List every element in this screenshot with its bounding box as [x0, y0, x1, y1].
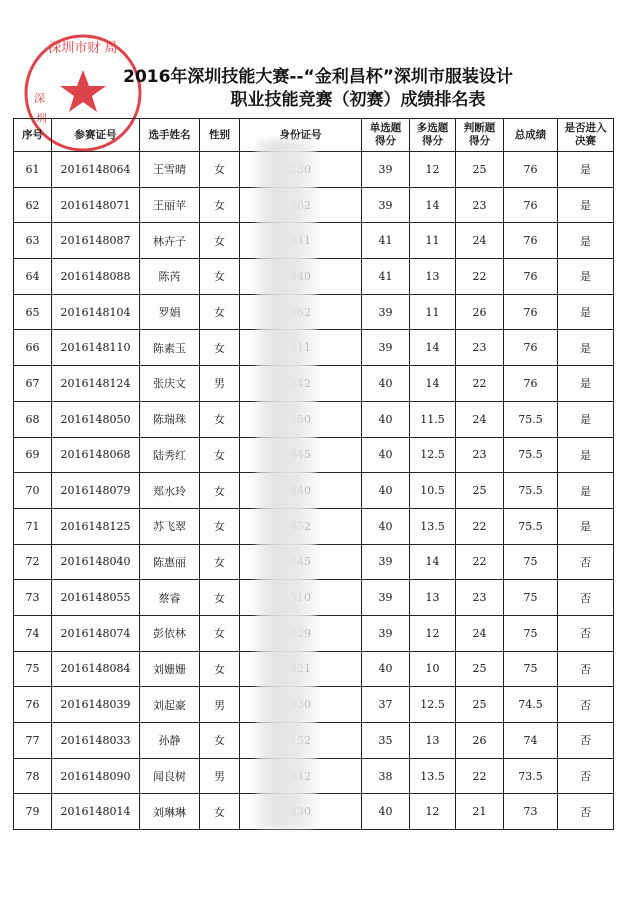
cell-total-score: 76	[504, 294, 558, 330]
cell-multi-choice-score: 13	[410, 580, 456, 616]
cell-seq: 65	[14, 294, 52, 330]
svg-text:深: 深	[34, 92, 45, 105]
cell-ticket-number: 2016148125	[52, 508, 140, 544]
cell-seq: 77	[14, 723, 52, 759]
cell-seq: 61	[14, 152, 52, 188]
cell-multi-choice-score: 11	[410, 294, 456, 330]
header-contestant-name: 选手姓名	[140, 119, 200, 152]
cell-total-score: 73.5	[504, 758, 558, 794]
cell-advance-to-final: 否	[558, 544, 614, 580]
cell-gender: 女	[200, 508, 240, 544]
cell-advance-to-final: 否	[558, 651, 614, 687]
cell-single-choice-score: 39	[362, 187, 410, 223]
cell-gender: 女	[200, 187, 240, 223]
cell-seq: 73	[14, 580, 52, 616]
cell-multi-choice-score: 12	[410, 794, 456, 830]
cell-total-score: 75.5	[504, 437, 558, 473]
header-judge-line2: 得分	[469, 135, 490, 147]
document-title-line-1: 2016年深圳技能大赛--“金利昌杯”深圳市服装设计	[123, 67, 513, 87]
cell-single-choice-score: 39	[362, 330, 410, 366]
cell-ticket-number: 2016148071	[52, 187, 140, 223]
cell-multi-choice-score: 12	[410, 152, 456, 188]
cell-single-choice-score: 39	[362, 544, 410, 580]
cell-total-score: 73	[504, 794, 558, 830]
cell-single-choice-score: 40	[362, 401, 410, 437]
cell-true-false-score: 23	[456, 437, 504, 473]
cell-advance-to-final: 否	[558, 723, 614, 759]
cell-multi-choice-score: 13	[410, 259, 456, 295]
cell-true-false-score: 24	[456, 615, 504, 651]
header-true-false	[456, 119, 504, 152]
header-advance-line1: 是否进入	[564, 122, 607, 134]
cell-true-false-score: 22	[456, 259, 504, 295]
cell-seq: 63	[14, 223, 52, 259]
cell-multi-choice-score: 14	[410, 544, 456, 580]
cell-seq: 75	[14, 651, 52, 687]
cell-ticket-number: 2016148064	[52, 152, 140, 188]
cell-ticket-number: 2016148074	[52, 615, 140, 651]
cell-contestant-name: 孙静	[140, 723, 200, 759]
cell-true-false-score: 25	[456, 651, 504, 687]
cell-gender: 女	[200, 223, 240, 259]
cell-contestant-name: 闻良树	[140, 758, 200, 794]
cell-ticket-number: 2016148084	[52, 651, 140, 687]
cell-gender: 女	[200, 651, 240, 687]
cell-true-false-score: 23	[456, 330, 504, 366]
cell-single-choice-score: 38	[362, 758, 410, 794]
cell-advance-to-final: 否	[558, 758, 614, 794]
cell-total-score: 76	[504, 259, 558, 295]
cell-seq: 79	[14, 794, 52, 830]
cell-total-score: 76	[504, 330, 558, 366]
cell-true-false-score: 22	[456, 544, 504, 580]
cell-contestant-name: 陆秀红	[140, 437, 200, 473]
cell-contestant-name: 刘琳琳	[140, 794, 200, 830]
cell-gender: 女	[200, 723, 240, 759]
cell-gender: 女	[200, 294, 240, 330]
cell-multi-choice-score: 14	[410, 366, 456, 402]
header-single-line2: 得分	[375, 135, 396, 147]
cell-multi-choice-score: 12.5	[410, 687, 456, 723]
cell-single-choice-score: 40	[362, 473, 410, 509]
header-multi-line1: 多选题	[416, 122, 449, 134]
cell-true-false-score: 24	[456, 401, 504, 437]
cell-single-choice-score: 39	[362, 152, 410, 188]
cell-advance-to-final: 是	[558, 508, 614, 544]
cell-true-false-score: 21	[456, 794, 504, 830]
cell-ticket-number: 2016148033	[52, 723, 140, 759]
cell-multi-choice-score: 11.5	[410, 401, 456, 437]
cell-true-false-score: 26	[456, 294, 504, 330]
header-single-choice	[362, 119, 410, 152]
cell-gender: 女	[200, 473, 240, 509]
cell-ticket-number: 2016148088	[52, 259, 140, 295]
cell-gender: 女	[200, 330, 240, 366]
cell-multi-choice-score: 10.5	[410, 473, 456, 509]
cell-seq: 64	[14, 259, 52, 295]
cell-seq: 76	[14, 687, 52, 723]
cell-true-false-score: 22	[456, 366, 504, 402]
header-ticket-number: 参赛证号	[52, 119, 140, 152]
cell-total-score: 74	[504, 723, 558, 759]
cell-true-false-score: 25	[456, 687, 504, 723]
cell-advance-to-final: 否	[558, 580, 614, 616]
cell-ticket-number: 2016148050	[52, 401, 140, 437]
cell-multi-choice-score: 14	[410, 330, 456, 366]
cell-advance-to-final: 是	[558, 187, 614, 223]
cell-multi-choice-score: 13.5	[410, 508, 456, 544]
cell-true-false-score: 23	[456, 187, 504, 223]
cell-single-choice-score: 40	[362, 437, 410, 473]
cell-single-choice-score: 40	[362, 794, 410, 830]
cell-seq: 66	[14, 330, 52, 366]
header-total-score: 总成绩	[504, 119, 558, 152]
svg-text:圳: 圳	[36, 112, 47, 125]
cell-contestant-name: 苏飞翠	[140, 508, 200, 544]
cell-single-choice-score: 40	[362, 651, 410, 687]
cell-gender: 女	[200, 152, 240, 188]
cell-total-score: 75.5	[504, 508, 558, 544]
cell-gender: 女	[200, 544, 240, 580]
cell-gender: 女	[200, 615, 240, 651]
cell-true-false-score: 23	[456, 580, 504, 616]
cell-multi-choice-score: 13.5	[410, 758, 456, 794]
cell-true-false-score: 25	[456, 152, 504, 188]
cell-advance-to-final: 否	[558, 687, 614, 723]
cell-total-score: 76	[504, 187, 558, 223]
cell-contestant-name: 蔡睿	[140, 580, 200, 616]
cell-advance-to-final: 是	[558, 401, 614, 437]
cell-seq: 78	[14, 758, 52, 794]
header-multi-choice	[410, 119, 456, 152]
cell-true-false-score: 26	[456, 723, 504, 759]
cell-gender: 女	[200, 401, 240, 437]
cell-ticket-number: 2016148079	[52, 473, 140, 509]
cell-single-choice-score: 40	[362, 366, 410, 402]
cell-total-score: 75.5	[504, 401, 558, 437]
cell-ticket-number: 2016148090	[52, 758, 140, 794]
cell-ticket-number: 2016148055	[52, 580, 140, 616]
cell-ticket-number: 2016148124	[52, 366, 140, 402]
cell-multi-choice-score: 14	[410, 187, 456, 223]
cell-advance-to-final: 是	[558, 259, 614, 295]
cell-advance-to-final: 是	[558, 437, 614, 473]
cell-advance-to-final: 是	[558, 152, 614, 188]
cell-gender: 女	[200, 580, 240, 616]
cell-seq: 70	[14, 473, 52, 509]
cell-single-choice-score: 40	[362, 508, 410, 544]
cell-ticket-number: 2016148104	[52, 294, 140, 330]
cell-single-choice-score: 39	[362, 294, 410, 330]
cell-contestant-name: 陈瑞珠	[140, 401, 200, 437]
cell-ticket-number: 2016148039	[52, 687, 140, 723]
cell-seq: 67	[14, 366, 52, 402]
cell-total-score: 76	[504, 223, 558, 259]
cell-multi-choice-score: 13	[410, 723, 456, 759]
cell-ticket-number: 2016148014	[52, 794, 140, 830]
cell-total-score: 75.5	[504, 473, 558, 509]
cell-single-choice-score: 35	[362, 723, 410, 759]
cell-seq: 69	[14, 437, 52, 473]
cell-contestant-name: 罗娟	[140, 294, 200, 330]
cell-gender: 女	[200, 259, 240, 295]
header-advance-line2: 决赛	[575, 135, 596, 147]
cell-gender: 女	[200, 437, 240, 473]
document-title-line-2: 职业技能竞赛（初赛）成绩排名表	[230, 90, 486, 110]
cell-multi-choice-score: 10	[410, 651, 456, 687]
cell-advance-to-final: 是	[558, 223, 614, 259]
cell-ticket-number: 2016148040	[52, 544, 140, 580]
cell-advance-to-final: 否	[558, 794, 614, 830]
cell-gender: 女	[200, 794, 240, 830]
cell-total-score: 75	[504, 651, 558, 687]
header-seq: 序号	[14, 119, 52, 152]
cell-advance-to-final: 否	[558, 615, 614, 651]
cell-ticket-number: 2016148068	[52, 437, 140, 473]
cell-ticket-number: 2016148110	[52, 330, 140, 366]
cell-contestant-name: 陈惠丽	[140, 544, 200, 580]
cell-single-choice-score: 39	[362, 615, 410, 651]
cell-seq: 68	[14, 401, 52, 437]
cell-true-false-score: 25	[456, 473, 504, 509]
cell-contestant-name: 陈素玉	[140, 330, 200, 366]
cell-ticket-number: 2016148087	[52, 223, 140, 259]
header-multi-line2: 得分	[422, 135, 443, 147]
header-advance-to-final	[558, 119, 614, 152]
cell-seq: 71	[14, 508, 52, 544]
cell-contestant-name: 陈芮	[140, 259, 200, 295]
cell-contestant-name: 刘姗姗	[140, 651, 200, 687]
cell-total-score: 75	[504, 580, 558, 616]
cell-seq: 62	[14, 187, 52, 223]
cell-contestant-name: 张庆文	[140, 366, 200, 402]
cell-gender: 男	[200, 758, 240, 794]
cell-gender: 男	[200, 366, 240, 402]
cell-contestant-name: 彭依林	[140, 615, 200, 651]
cell-contestant-name: 郑水玲	[140, 473, 200, 509]
cell-advance-to-final: 是	[558, 366, 614, 402]
cell-gender: 男	[200, 687, 240, 723]
cell-single-choice-score: 39	[362, 580, 410, 616]
cell-single-choice-score: 37	[362, 687, 410, 723]
cell-single-choice-score: 41	[362, 223, 410, 259]
cell-total-score: 76	[504, 366, 558, 402]
cell-contestant-name: 王雪晴	[140, 152, 200, 188]
cell-multi-choice-score: 11	[410, 223, 456, 259]
cell-advance-to-final: 是	[558, 473, 614, 509]
cell-true-false-score: 24	[456, 223, 504, 259]
cell-multi-choice-score: 12.5	[410, 437, 456, 473]
cell-total-score: 75	[504, 544, 558, 580]
cell-total-score: 76	[504, 152, 558, 188]
cell-advance-to-final: 是	[558, 294, 614, 330]
cell-true-false-score: 22	[456, 758, 504, 794]
header-single-line1: 单选题	[369, 122, 402, 134]
cell-total-score: 75	[504, 615, 558, 651]
id-number-redaction-blur	[256, 140, 316, 828]
header-judge-line1: 判断题	[463, 122, 496, 134]
cell-advance-to-final: 是	[558, 330, 614, 366]
cell-seq: 74	[14, 615, 52, 651]
svg-text:深圳市财 局: 深圳市财 局	[48, 41, 118, 56]
cell-true-false-score: 22	[456, 508, 504, 544]
cell-seq: 72	[14, 544, 52, 580]
cell-multi-choice-score: 12	[410, 615, 456, 651]
header-gender: 性别	[200, 119, 240, 152]
header-id-number: 身份证号	[240, 119, 362, 152]
cell-contestant-name: 刘起豪	[140, 687, 200, 723]
cell-single-choice-score: 41	[362, 259, 410, 295]
cell-contestant-name: 林卉子	[140, 223, 200, 259]
cell-contestant-name: 王丽苹	[140, 187, 200, 223]
cell-total-score: 74.5	[504, 687, 558, 723]
